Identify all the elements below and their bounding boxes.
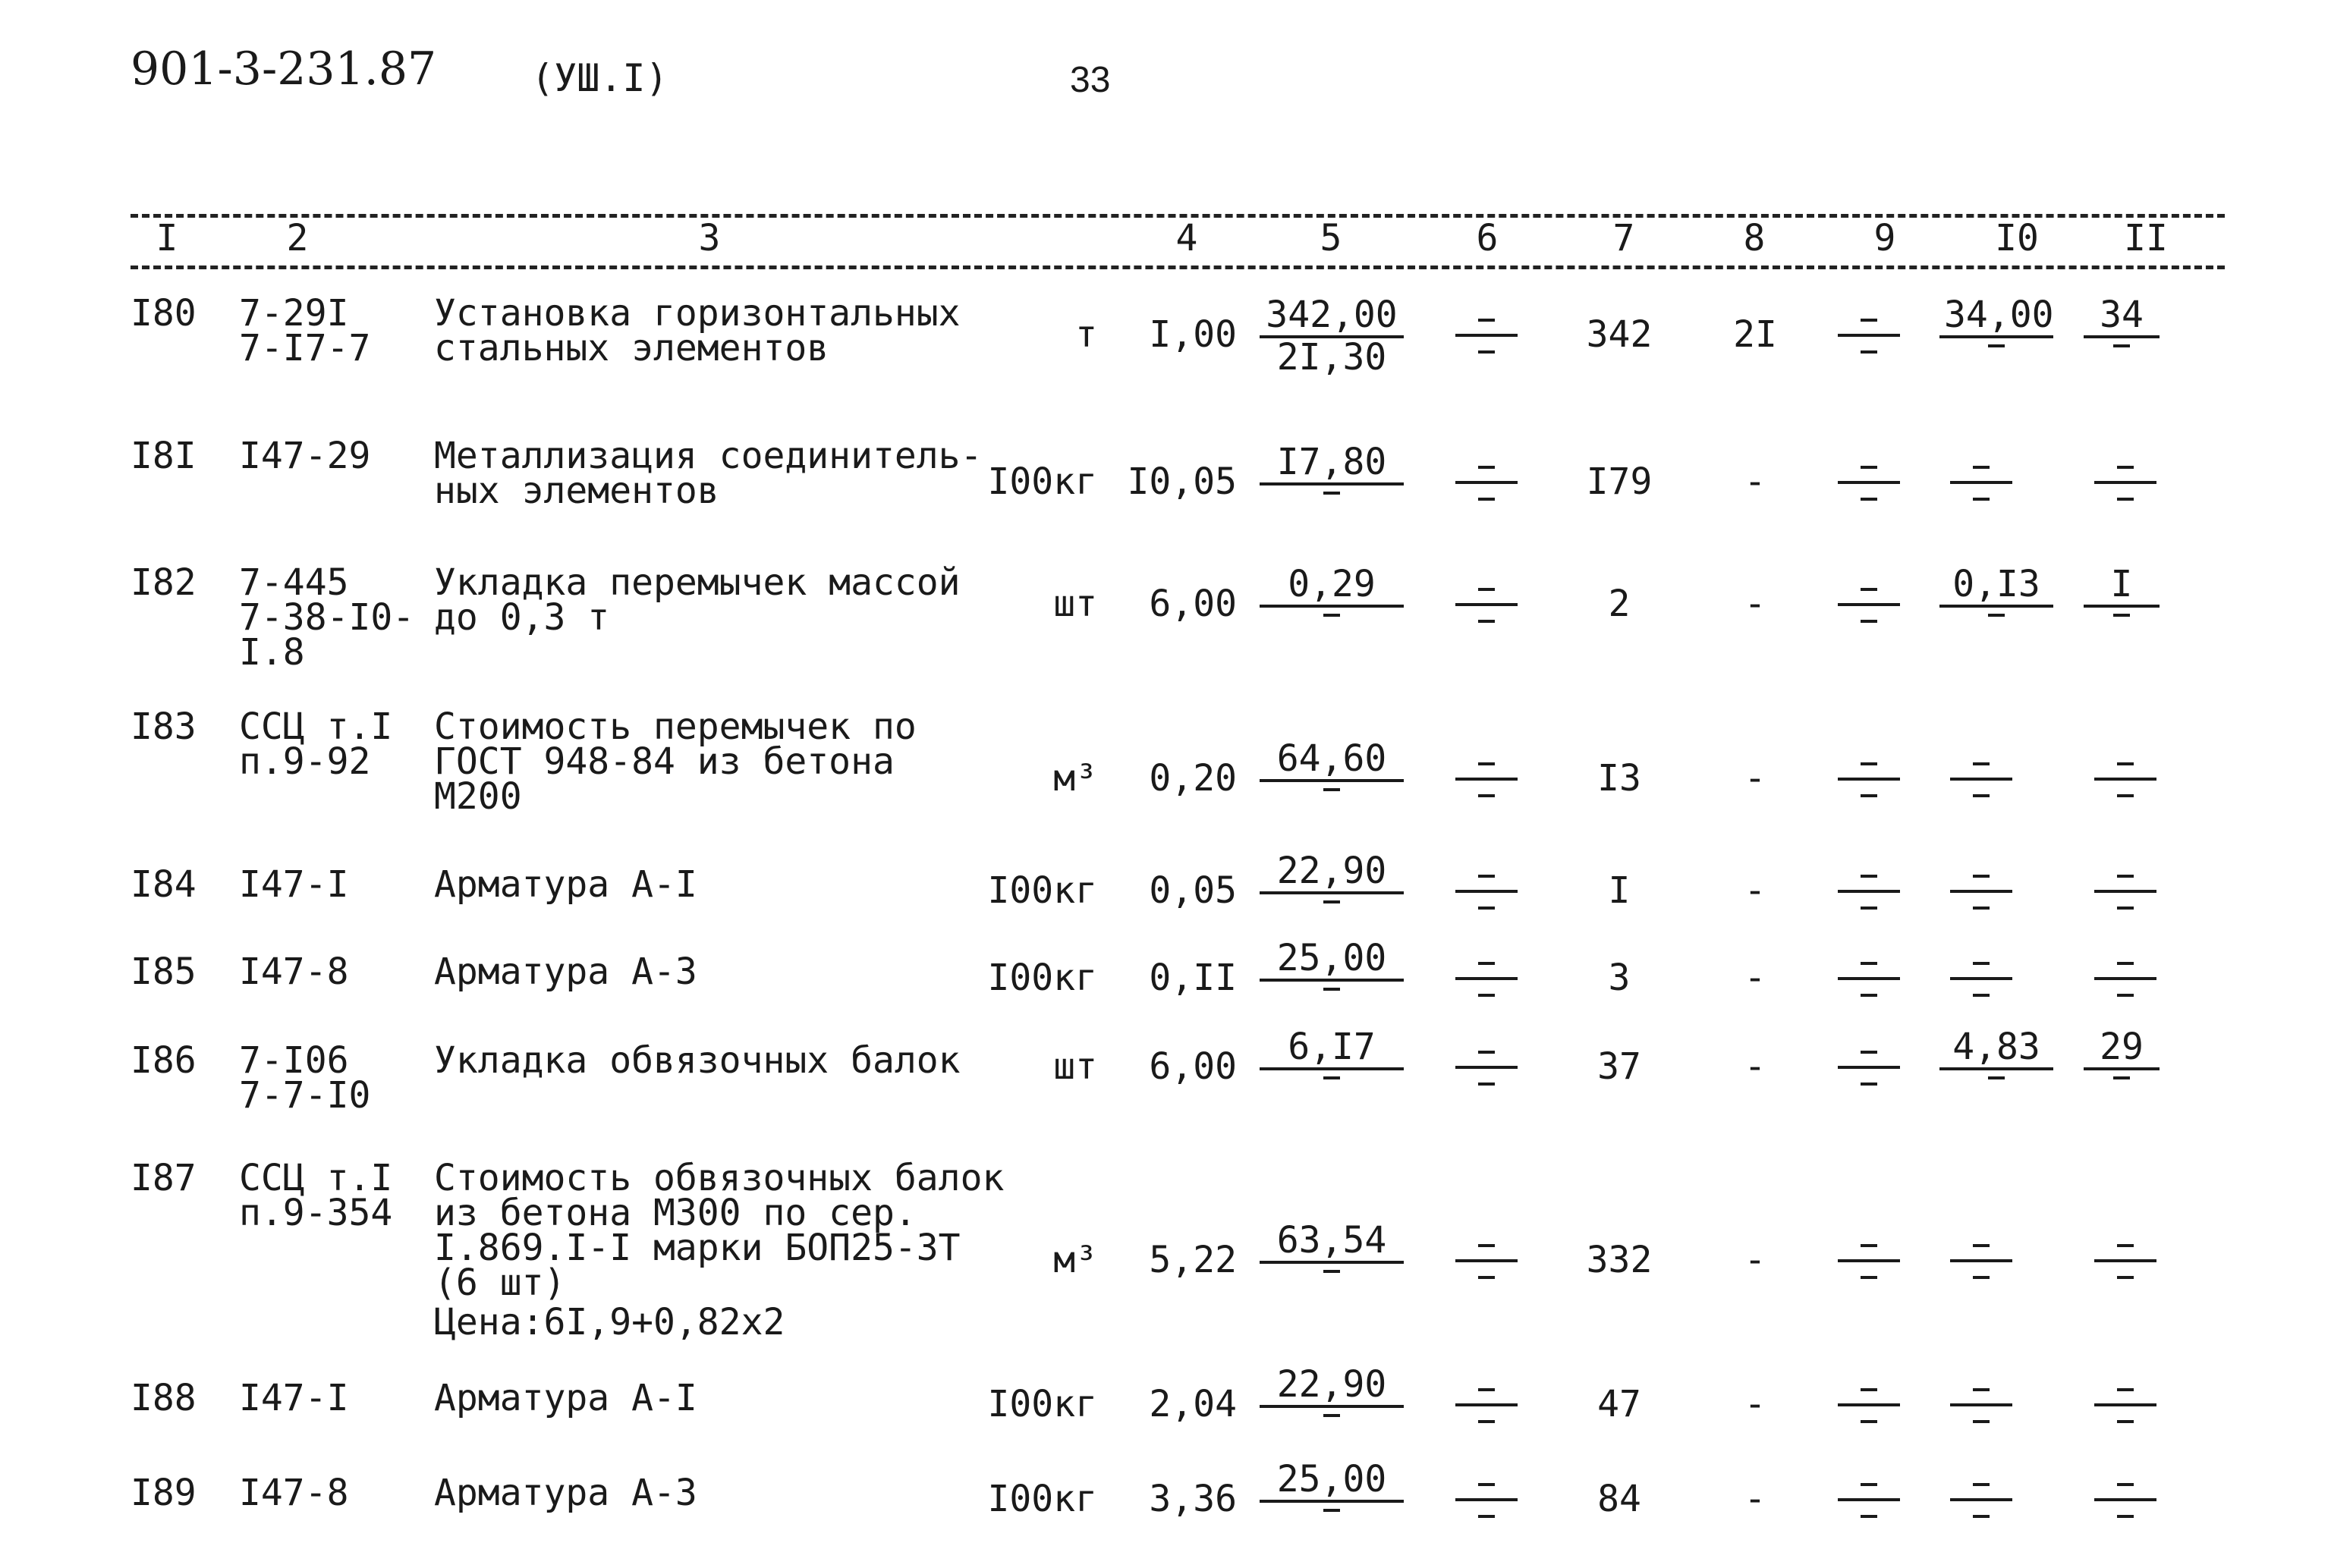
unit-cost-numerator: 0,29 <box>1260 565 1404 608</box>
unit-cost-denominator <box>1260 1414 1404 1417</box>
document-code: 901-3-231.87 <box>131 42 437 96</box>
unit-cost-numerator: I7,80 <box>1260 443 1404 485</box>
work-description: Арматура А-3 <box>434 1472 697 1514</box>
work-description: Укладка перемычек массой до 0,3 т <box>434 561 961 639</box>
unit-cost-denominator <box>1260 1076 1404 1079</box>
row-number: I86 <box>131 1039 197 1082</box>
work-description: Укладка обвязочных балок <box>434 1039 961 1082</box>
dash-fraction-mark <box>2084 1236 2167 1282</box>
column-8-value: - <box>1744 1045 1766 1088</box>
unit-cost-numerator: 342,00 <box>1260 296 1404 338</box>
total-cost: 3 <box>1608 957 1631 999</box>
quantity: 2,04 <box>1149 1383 1237 1425</box>
unit: шт <box>1053 1045 1097 1088</box>
price-code: I47-8 <box>239 1472 349 1514</box>
column-11-fraction-numerator: 34 <box>2084 296 2160 338</box>
unit: I00кг <box>987 1383 1097 1425</box>
dash-fraction-mark <box>1827 1236 1911 1282</box>
quantity: I,00 <box>1149 313 1237 356</box>
row-number: I82 <box>131 561 197 604</box>
column-8-value: - <box>1744 869 1766 912</box>
column-11-fraction <box>2084 1028 2160 1079</box>
column-8-value: - <box>1744 583 1766 625</box>
work-description: Металлизация соединитель- ных элементов <box>434 435 983 512</box>
unit-cost-numerator: 25,00 <box>1260 1460 1404 1503</box>
total-cost: 47 <box>1597 1383 1641 1425</box>
unit-cost <box>1260 1365 1404 1417</box>
dash-fraction-mark <box>1939 1475 2023 1521</box>
dash-fraction-mark <box>1827 867 1911 913</box>
unit-cost-denominator <box>1260 900 1404 903</box>
quantity: 6,00 <box>1149 583 1237 625</box>
column-header: 7 <box>1612 217 1635 259</box>
unit-cost-denominator <box>1260 492 1404 495</box>
column-8-value: - <box>1744 757 1766 800</box>
column-header: 6 <box>1476 217 1499 259</box>
dash-fraction-mark <box>1939 867 2023 913</box>
dash-fraction-mark <box>1445 867 1528 913</box>
column-header: I0 <box>1995 217 2039 259</box>
total-cost: 2 <box>1608 583 1631 625</box>
dash-fraction-mark <box>1445 954 1528 1000</box>
unit-cost-numerator: 64,60 <box>1260 740 1404 782</box>
unit-cost-denominator: 2I,30 <box>1276 336 1387 379</box>
unit-cost <box>1260 294 1404 379</box>
unit-cost <box>1260 737 1404 791</box>
unit-cost-denominator <box>1260 1509 1404 1512</box>
total-cost: 342 <box>1586 313 1653 356</box>
dash-fraction-mark <box>1939 954 2023 1000</box>
unit-cost-denominator <box>1260 788 1404 791</box>
unit: шт <box>1053 583 1097 625</box>
unit: I00кг <box>987 869 1097 912</box>
row-number: I83 <box>131 705 197 748</box>
total-cost: 332 <box>1586 1239 1653 1281</box>
dash-fraction-mark <box>2084 458 2167 504</box>
unit-cost <box>1260 1460 1404 1512</box>
dash-fraction-mark <box>1445 1475 1528 1521</box>
unit-cost-numerator: 22,90 <box>1260 1365 1404 1408</box>
price-code: I47-I <box>239 863 349 906</box>
column-11-fraction <box>2084 565 2160 617</box>
column-header: 2 <box>286 217 309 259</box>
column-10-fraction-denominator <box>1939 1076 2053 1079</box>
unit-cost-denominator <box>1260 614 1404 617</box>
unit: м³ <box>1053 1239 1097 1281</box>
unit: I00кг <box>987 957 1097 999</box>
quantity: 0,20 <box>1149 757 1237 800</box>
quantity: 6,00 <box>1149 1045 1237 1088</box>
column-header: 9 <box>1873 217 1896 259</box>
header-bottom-rule <box>131 266 2225 269</box>
unit-cost <box>1260 565 1404 617</box>
dash-fraction-mark <box>2084 867 2167 913</box>
column-header: II <box>2124 217 2168 259</box>
work-description: Арматура А-I <box>434 1377 697 1419</box>
row-number: I89 <box>131 1472 197 1514</box>
price-code: ССЦ т.I п.9-92 <box>239 705 393 783</box>
dash-fraction-mark <box>2084 954 2167 1000</box>
column-10-fraction-denominator <box>1939 614 2053 617</box>
dash-fraction-mark <box>2084 1475 2167 1521</box>
document-part: (УШ.I) <box>531 56 668 100</box>
column-11-fraction-numerator: 29 <box>2084 1028 2160 1070</box>
work-description: Стоимость обвязочных балок из бетона М300 по сер. I.869.I-I марки БОП25-3Т (6 шт) <box>434 1157 1005 1304</box>
price-code: 7-29I 7-I7-7 <box>239 292 371 369</box>
column-8-value: - <box>1744 460 1766 503</box>
dash-fraction-mark <box>1939 1381 2023 1426</box>
column-10-fraction-numerator: 0,I3 <box>1939 565 2053 608</box>
dash-fraction-mark <box>1827 580 1911 626</box>
row-number: I84 <box>131 863 197 906</box>
work-description: Арматура А-3 <box>434 951 697 993</box>
page-number: 33 <box>1070 60 1111 100</box>
price-code: I47-I <box>239 1377 349 1419</box>
column-8-value: - <box>1744 1478 1766 1520</box>
row-number: I8I <box>131 435 197 477</box>
unit: м³ <box>1053 757 1097 800</box>
unit: I00кг <box>987 1478 1097 1520</box>
total-cost: I79 <box>1586 460 1653 503</box>
unit: I00кг <box>987 460 1097 503</box>
column-11-fraction-denominator <box>2084 344 2160 347</box>
quantity: 5,22 <box>1149 1239 1237 1281</box>
column-10-fraction <box>1939 565 2053 617</box>
column-11-fraction-numerator: I <box>2084 565 2160 608</box>
price-code: ССЦ т.I п.9-354 <box>239 1157 393 1234</box>
column-11-fraction-denominator <box>2084 1076 2160 1079</box>
quantity: 0,II <box>1149 957 1237 999</box>
dash-fraction-mark <box>2084 1381 2167 1426</box>
dash-fraction-mark <box>2084 755 2167 800</box>
unit-cost-numerator: 22,90 <box>1260 852 1404 894</box>
column-10-fraction <box>1939 296 2053 347</box>
dash-fraction-mark <box>1827 755 1911 800</box>
dash-fraction-mark <box>1827 1381 1911 1426</box>
dash-fraction-mark <box>1445 1381 1528 1426</box>
column-8-value: - <box>1744 1239 1766 1281</box>
column-10-fraction-numerator: 4,83 <box>1939 1028 2053 1070</box>
total-cost: 37 <box>1597 1045 1641 1088</box>
column-header: 8 <box>1743 217 1766 259</box>
column-10-fraction <box>1939 1028 2053 1079</box>
dash-fraction-mark <box>1445 311 1528 357</box>
column-11-fraction <box>2084 296 2160 347</box>
row-number: I88 <box>131 1377 197 1419</box>
unit-cost <box>1260 939 1404 991</box>
price-code: I47-8 <box>239 951 349 993</box>
dash-fraction-mark <box>1939 755 2023 800</box>
row-number: I80 <box>131 292 197 335</box>
unit-cost-numerator: 63,54 <box>1260 1221 1404 1264</box>
unit-cost <box>1260 1221 1404 1273</box>
dash-fraction-mark <box>1939 458 2023 504</box>
column-10-fraction-denominator <box>1939 344 2053 347</box>
column-header: 5 <box>1320 217 1342 259</box>
quantity: 0,05 <box>1149 869 1237 912</box>
dash-fraction-mark <box>1445 755 1528 800</box>
unit-cost <box>1260 1028 1404 1079</box>
unit-cost-denominator <box>1260 1270 1404 1273</box>
work-description: Стоимость перемычек по ГОСТ 948-84 из бетона М200 <box>434 705 917 818</box>
dash-fraction-mark <box>1827 311 1911 357</box>
dash-fraction-mark <box>1939 1236 2023 1282</box>
dash-fraction-mark <box>1445 458 1528 504</box>
dash-fraction-mark <box>1445 1236 1528 1282</box>
price-note: Цена:6I,9+0,82х2 <box>434 1301 785 1343</box>
price-code: 7-I06 7-7-I0 <box>239 1039 371 1117</box>
dash-fraction-mark <box>1827 1475 1911 1521</box>
column-11-fraction-denominator <box>2084 614 2160 617</box>
column-8-value: - <box>1744 957 1766 999</box>
price-code: I47-29 <box>239 435 371 477</box>
column-8-value: - <box>1744 1383 1766 1425</box>
dash-fraction-mark <box>1445 580 1528 626</box>
column-header: 4 <box>1175 217 1198 259</box>
total-cost: 84 <box>1597 1478 1641 1520</box>
dash-fraction-mark <box>1827 954 1911 1000</box>
row-number: I87 <box>131 1157 197 1199</box>
unit-cost <box>1260 852 1404 903</box>
quantity: 3,36 <box>1149 1478 1237 1520</box>
work-description: Арматура А-I <box>434 863 697 906</box>
unit-cost-numerator: 25,00 <box>1260 939 1404 982</box>
column-10-fraction-numerator: 34,00 <box>1939 296 2053 338</box>
unit-cost <box>1260 443 1404 495</box>
unit-cost-numerator: 6,I7 <box>1260 1028 1404 1070</box>
work-description: Установка горизонтальных стальных элементов <box>434 292 961 369</box>
unit-cost-denominator <box>1260 988 1404 991</box>
column-header: I <box>156 217 178 259</box>
column-8-value: 2I <box>1733 313 1777 356</box>
dash-fraction-mark <box>1827 458 1911 504</box>
quantity: I0,05 <box>1127 460 1237 503</box>
total-cost: I <box>1608 869 1631 912</box>
price-code: 7-445 7-38-I0- I.8 <box>239 561 415 674</box>
column-header: 3 <box>698 217 721 259</box>
dash-fraction-mark <box>1827 1043 1911 1089</box>
unit: т <box>1075 313 1097 356</box>
total-cost: I3 <box>1597 757 1641 800</box>
row-number: I85 <box>131 951 197 993</box>
dash-fraction-mark <box>1445 1043 1528 1089</box>
